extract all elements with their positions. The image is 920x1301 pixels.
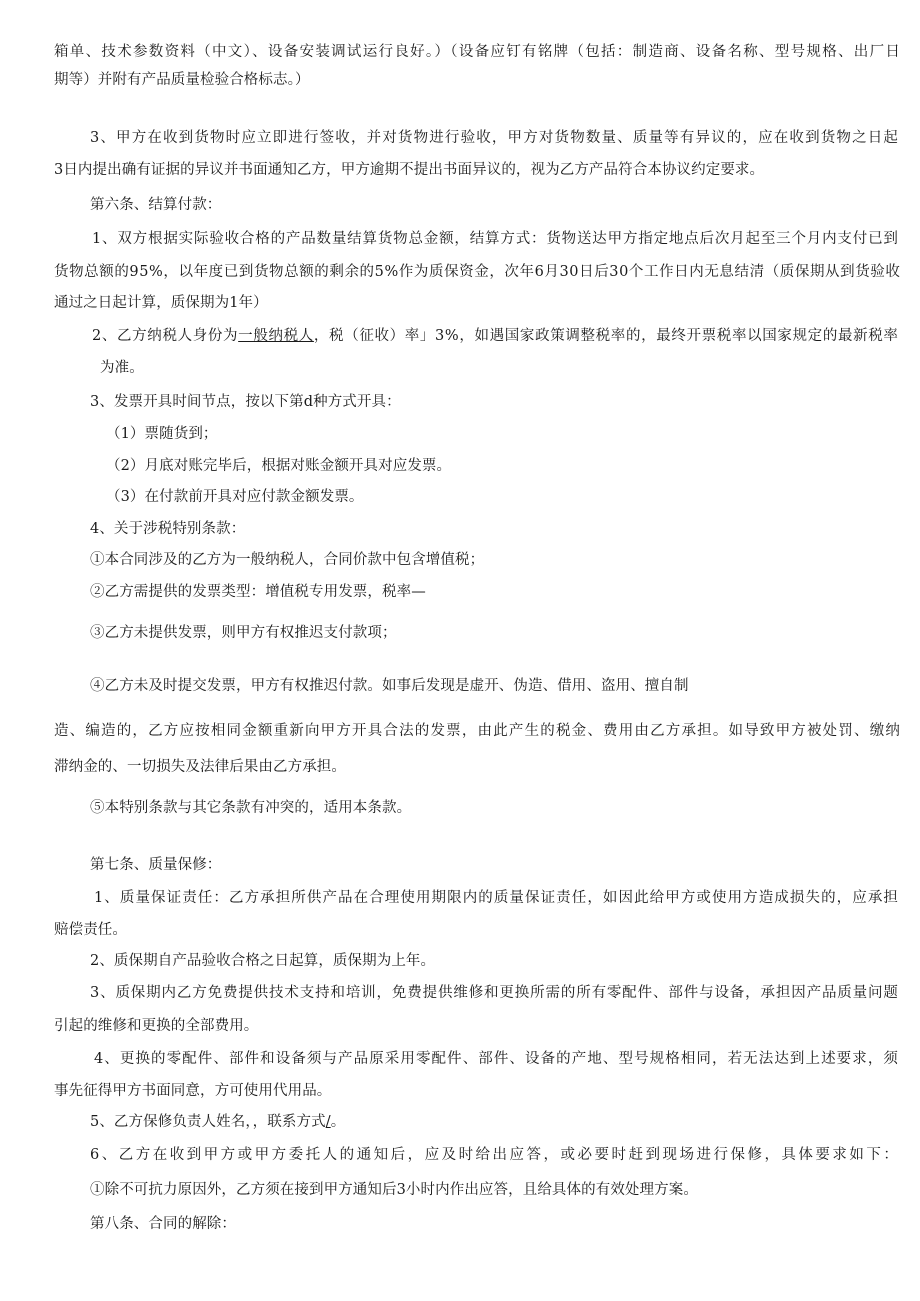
text-line: [90, 798, 411, 818]
text-span: 3日内提出确有证据的异议并书面通知乙方，甲方逾期不提出书面异议的，视为乙方产品符合本协议约定要求。: [54, 162, 765, 178]
text-span: 第六条、结算付款：: [90, 197, 222, 213]
text-line: [100, 358, 144, 378]
text-line: [90, 195, 221, 215]
text-span: 6、乙方在收到甲方或甲方委托人的通知后，应及时给出应答，或必要时赶到现场进行保修，具体要求如下：: [90, 1147, 901, 1163]
text-line: [106, 487, 364, 507]
text-span: 3、质保期内乙方免费提供技术支持和培训，免费提供维修和更换所需的所有零配件、部件与设备，承担因产品质量问题: [90, 985, 899, 1001]
text-line: [90, 519, 245, 539]
text-span: 赔偿责任。: [54, 922, 127, 938]
text-line: [94, 888, 899, 908]
text-span: 第八条、合同的解除：: [90, 1216, 236, 1232]
text-span: ④乙方未及时提交发票，甲方有权推迟付款。如事后发现是虚开、伪造、借用、盗用、擅自制: [90, 678, 689, 694]
text-line: [90, 855, 221, 875]
text-span: ⑤本特别条款与其它条款有冲突的，适用本条款。: [90, 800, 412, 816]
text-line: [54, 1016, 258, 1036]
text-span: 1、质量保证责任：乙方承担所供产品在合理使用期限内的质量保证责任，如因此给甲方或使用方造成损失的，应承担: [94, 890, 899, 906]
text-line: [90, 1214, 236, 1234]
text-span: （3）在付款前开具对应付款金额发票。: [106, 489, 364, 505]
text-span: 4、关于涉税特别条款：: [90, 521, 246, 537]
text-line: [90, 392, 401, 412]
text-line: [54, 70, 310, 90]
text-span: ②乙方需提供的发票类型：增值税专用发票，税率—: [90, 584, 426, 600]
underlined-fill-in: /: [325, 1114, 331, 1130]
text-span: ，税（征收）率」3%，如遇国家政策调整税率的，最终开票税率以国家规定的最新税率: [313, 328, 899, 344]
text-line: [92, 326, 899, 346]
text-span: 4、更换的零配件、部件和设备须与产品原采用零配件、部件、设备的产地、型号规格相同，若无法达到上述要求，须: [94, 1051, 899, 1067]
text-line: [54, 262, 900, 282]
text-span: 通过之日起计算，质保期为1年）: [54, 295, 268, 311]
text-line: [90, 128, 899, 148]
text-line: [92, 229, 899, 249]
text-line: [90, 676, 689, 696]
text-span: 引起的维修和更换的全部费用。: [54, 1018, 259, 1034]
text-span: 造、编造的，乙方应按相同金额重新向甲方开具合法的发票，由此产生的税金、费用由乙方承担。如导致甲方被处罚、缴纳: [54, 723, 902, 739]
text-span: ③乙方未提供发票，则甲方有权推迟支付款项；: [90, 625, 397, 641]
text-span: 1、双方根据实际验收合格的产品数量结算货物总金额，结算方式：货物送达甲方指定地点后次月起至三个月内支付已到: [92, 231, 899, 247]
text-span: 5、乙方保修负责人姓名，，联系方式: [90, 1114, 326, 1130]
text-line: [90, 550, 484, 570]
text-line: [106, 456, 451, 476]
text-line: [90, 582, 426, 602]
text-line: [106, 424, 218, 444]
text-line: [90, 1180, 698, 1200]
text-span: 箱单、技术参数资料（中文）、设备安装调试运行良好。）（设备应钉有铭牌（包括：制造商、设备名称、型号规格、出厂日: [54, 44, 902, 60]
text-line: [54, 920, 127, 940]
text-line: [90, 1145, 900, 1165]
text-line: [54, 1081, 331, 1101]
underlined-fill-in: 一般纳税人: [238, 328, 314, 344]
text-span: 事先征得甲方书面同意，方可使用代用品。: [54, 1083, 332, 1099]
text-span: 为准。: [100, 360, 144, 376]
text-line: [90, 1112, 345, 1132]
text-span: 3、发票开具时间节点，按以下第d种方式开具：: [90, 394, 401, 410]
text-line: [54, 757, 346, 777]
text-span: 2、质保期自产品验收合格之日起算，质保期为上年。: [90, 953, 436, 969]
text-line: [94, 1049, 899, 1069]
text-line: [90, 623, 397, 643]
text-span: （1）票随货到；: [106, 426, 218, 442]
text-span: 3、甲方在收到货物时应立即进行签收，并对货物进行验收，甲方对货物数量、质量等有异议的，应在收到货物之日起: [90, 130, 900, 146]
text-span: 2、乙方纳税人身份为: [92, 328, 239, 344]
text-line: [54, 721, 901, 741]
text-span: ①本合同涉及的乙方为一般纳税人，合同价款中包含增值税；: [90, 552, 485, 568]
text-line: [90, 983, 899, 1003]
text-span: （2）月底对账完毕后，根据对账金额开具对应发票。: [106, 458, 452, 474]
text-span: 期等）并附有产品质量检验合格标志。）: [54, 72, 310, 88]
text-line: [54, 160, 764, 180]
text-span: 。: [330, 1114, 346, 1130]
text-line: [54, 293, 268, 313]
text-span: 第七条、质量保修：: [90, 857, 222, 873]
text-span: ①除不可抗力原因外，乙方须在接到甲方通知后3小时内作出应答，且给具体的有效处理方案。: [90, 1182, 698, 1198]
text-span: 滞纳金的、一切损失及法律后果由乙方承担。: [54, 759, 346, 775]
text-line: [54, 42, 901, 62]
text-span: 货物总额的95%，以年度已到货物总额的剩余的5%作为质保资金，次年6月30日后30个工作日内无息结清（质保期从到货验收: [54, 264, 901, 280]
text-line: [90, 951, 435, 971]
